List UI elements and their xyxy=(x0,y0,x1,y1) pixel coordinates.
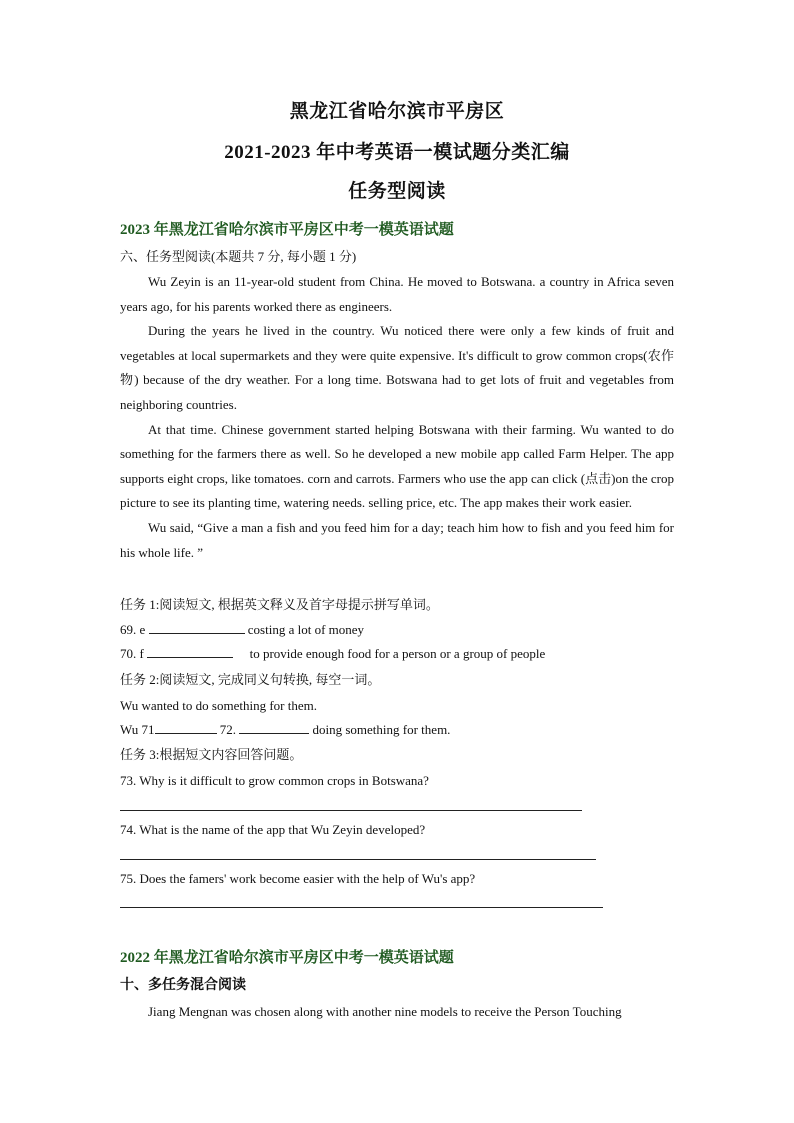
section-heading-2022: 2022 年黑龙江省哈尔滨市平房区中考一模英语试题 xyxy=(120,950,454,966)
answer-blank-72[interactable] xyxy=(239,721,309,734)
part-title-2022: 十、多任务混合阅读 xyxy=(120,978,246,993)
passage-paragraph: During the years he lived in the country. Wu noticed there were only a few kinds of fruit and vegetables at local supermarkets and they were quite expensive. It's difficult to grow common crops(农作物) because of the dry weather. For a long time. Botswana had to get lots of fruit and vegetables from neighboring countries. xyxy=(120,323,674,412)
doc-title-region: 黑龙江省哈尔滨市平房区 xyxy=(289,101,505,122)
task1-title: 任务 1:阅读短文, 根据英文释义及首字母提示拼写单词。 xyxy=(120,597,439,612)
passage-paragraph: Wu said, “Give a man a fish and you feed him for a day; teach him how to fish and you feed him for his whole life. ” xyxy=(120,519,674,560)
task3-title: 任务 3:根据短文内容回答问题。 xyxy=(120,747,303,762)
doc-title-collection: 2021-2023 年中考英语一模试题分类汇编 xyxy=(224,142,570,163)
question-70-definition: to provide enough food for a person or a group of people xyxy=(249,646,546,661)
doc-title-topic: 任务型阅读 xyxy=(348,181,446,202)
answer-blank-71[interactable] xyxy=(155,721,217,734)
question-73: 73. Why is it difficult to grow common crops in Botswana? xyxy=(120,773,429,788)
question-70-number: 70. f xyxy=(120,646,144,661)
question-69-definition: costing a lot of money xyxy=(247,622,365,637)
task2-rewrite-end: doing something for them. xyxy=(312,722,451,737)
answer-line-74[interactable] xyxy=(120,859,596,860)
part-title-2023: 六、任务型阅读(本题共 7 分, 每小题 1 分) xyxy=(120,249,357,264)
passage-paragraph: Wu Zeyin is an 11-year-old student from China. He moved to Botswana. a country in Africa seven years ago, for his parents worked there as engineers. xyxy=(120,274,674,314)
question-69 xyxy=(120,621,364,638)
question-70 xyxy=(120,645,545,662)
answer-line-73[interactable] xyxy=(120,810,582,811)
passage-2023 xyxy=(120,270,674,565)
task2-rewrite xyxy=(120,721,450,738)
question-69-number: 69. e xyxy=(120,622,146,637)
question-71-label: Wu 71 xyxy=(120,722,155,737)
passage-2022-first-line: Jiang Mengnan was chosen along with another nine models to receive the Person Touching xyxy=(148,1004,622,1019)
task2-sentence: Wu wanted to do something for them. xyxy=(120,698,317,713)
answer-blank-70[interactable] xyxy=(147,645,233,658)
section-heading-2023: 2023 年黑龙江省哈尔滨市平房区中考一模英语试题 xyxy=(120,222,454,238)
answer-blank-69[interactable] xyxy=(149,621,245,634)
question-75: 75. Does the famers' work become easier with the help of Wu's app? xyxy=(120,871,476,886)
passage-paragraph: At that time. Chinese government started helping Botswana with their farming. Wu wanted to do something for the farmers there as well. So he developed a new mobile app called Farm Helper. The app supports eight crops, like tomatoes. corn and carrots. Farmers who use the app can click (点击)on the crop picture to see its planting time, watering needs. selling price, etc. The app makes their work easier. xyxy=(120,421,674,511)
question-72-label: 72. xyxy=(219,722,236,737)
question-74: 74. What is the name of the app that Wu Zeyin developed? xyxy=(120,822,426,837)
task2-title: 任务 2:阅读短文, 完成同义句转换, 每空一词。 xyxy=(120,672,381,687)
answer-line-75[interactable] xyxy=(120,907,603,908)
